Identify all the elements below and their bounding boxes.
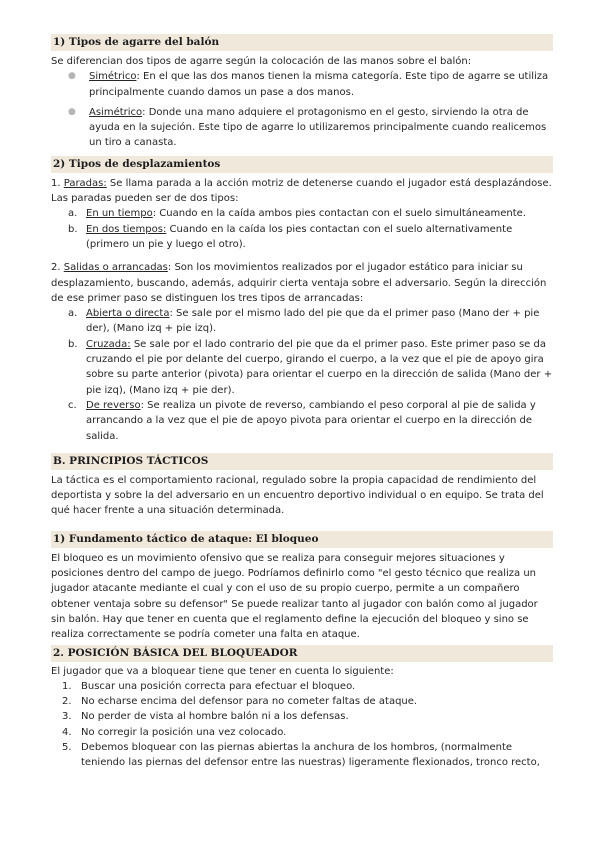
term: Cruzada:: [86, 338, 131, 350]
list-item: [51, 69, 553, 100]
paradas-paragraph: [51, 176, 553, 207]
bloqueador-intro: El jugador que va a bloquear tiene que tener en cuenta lo siguiente:: [51, 665, 394, 677]
list-item: [51, 679, 553, 694]
item-text: : Se sale por el mismo lado del pie que da el primer paso (Mano der + pie der), (Mano izq + pie izq).: [86, 308, 540, 335]
list-item: [51, 709, 553, 724]
item-text: Buscar una posición correcta para efectuar el bloqueo.: [81, 680, 356, 692]
list-item: [51, 740, 553, 771]
list-marker: c.: [68, 399, 77, 411]
paragraph-text: : Son los movimientos realizados por el jugador estático para iniciar su desplazamiento, buscando, además, adquirir cierta ventaja sobre el adversario. Según la dirección de ese primer paso se distinguen los tres tipos de arrancadas:: [51, 262, 547, 304]
list-item: [51, 694, 553, 709]
list-marker: a.: [68, 308, 78, 320]
item-text: : En el que las dos manos tienen la misma categoría. Este tipo de agarre se utiliza principalmente cuando damos un pase a dos manos.: [89, 71, 549, 98]
paragraph-text: Se llama parada a la acción motriz de detenerse cuando el jugador está desplazándose. Las paradas pueden ser de dos tipos:: [51, 177, 552, 205]
list-marker: 3.: [62, 711, 72, 723]
salidas-paragraph: [51, 260, 553, 306]
list-item: [51, 105, 553, 151]
item-text: No echarse encima del defensor para no cometer faltas de ataque.: [81, 696, 418, 708]
list-marker: 4.: [62, 726, 72, 738]
list-item: [51, 206, 553, 221]
heading-tipos-agarre: 1) Tipos de agarre del balón: [51, 34, 553, 51]
heading-fundamento-tactico: 1) Fundamento táctico de ataque: El bloqueo: [51, 531, 553, 548]
item-text: Debemos bloquear con las piernas abiertas la anchura de los hombros, (normalmente teniendo las piernas del defensor entre las nuestras) ligeramente flexionados, tronco recto,: [81, 741, 540, 769]
list-marker: b.: [68, 338, 78, 350]
item-text: Cuando en la caída los pies contactan con el suelo alternativamente (primero un pie y luego el otro).: [86, 223, 513, 250]
list-item: [51, 337, 553, 398]
list-item: [51, 398, 553, 444]
bullet-icon: ●: [68, 71, 76, 82]
term: En dos tiempos:: [86, 223, 167, 235]
paragraph-number: 1.: [51, 177, 64, 189]
item-text: Se sale por el lado contrario del pie que da el primer paso. Este primer paso se da cruzando el pie por delante del cuerpo, girando el cuerpo, a la vez que el pie de apoyo gira sobre su parte anterior (pivota) para orientar el cuerpo en la dirección de salida (Mano der + pie izq), (Mano izq + pie der).: [86, 338, 553, 396]
item-text: : Donde una mano adquiere el protagonismo en el gesto, sirviendo la otra de ayuda en la sujeción. Este tipo de agarre lo utilizaremos principalmente cuando realicemos un tiro a canasta.: [89, 106, 547, 149]
agarre-intro: Se diferencian dos tipos de agarre según la colocación de las manos sobre el balón:: [51, 56, 472, 67]
list-marker: b.: [68, 223, 78, 235]
term: Abierta o directa: [86, 308, 170, 320]
list-marker: 2.: [62, 696, 72, 708]
list-item: [51, 222, 553, 253]
list-item: [51, 725, 553, 740]
bullet-icon: ●: [68, 106, 76, 117]
item-text: No perder de vista al hombre balón ni a los defensas.: [81, 711, 349, 723]
heading-principios-tacticos: B. PRINCIPIOS TÁCTICOS: [51, 453, 553, 470]
term-simetrico: Simétrico: [89, 71, 137, 83]
list-item: [51, 306, 553, 337]
term-salidas: Salidas o arrancadas: [63, 262, 168, 274]
list-marker: 5.: [62, 741, 72, 753]
tactica-paragraph: La táctica es el comportamiento racional, regulado sobre la propia capacidad de rendimiento del deportista y sobre la del adversario en un encuentro deportivo individual o en equipo. Se trata del qué hacer frente a una situación determinada.: [51, 474, 544, 517]
term-asimetrico: Asimétrico: [89, 106, 143, 118]
paragraph-number: 2.: [51, 262, 64, 274]
term: De reverso: [86, 399, 141, 411]
heading-tipos-desplazamientos: 2) Tipos de desplazamientos: [51, 156, 553, 173]
heading-posicion-bloqueador: 2. POSICIÓN BÁSICA DEL BLOQUEADOR: [51, 645, 553, 662]
list-marker: a.: [68, 208, 78, 220]
item-text: No corregir la posición una vez colocado.: [81, 726, 287, 738]
item-text: : Se realiza un pivote de reverso, cambiando el peso corporal al pie de salida y arrancando a la vez que el pie de apoyo pivota para orientar el cuerpo en la dirección de salida.: [86, 399, 536, 442]
list-marker: 1.: [62, 680, 72, 692]
term-paradas: Paradas:: [63, 177, 107, 189]
term: En un tiempo: [86, 208, 153, 220]
document-page: [51, 34, 553, 771]
bloqueo-paragraph: El bloqueo es un movimiento ofensivo que se realiza para conseguir mejores situaciones y posiciones dentro del campo de juego. Podríamos definirlo como "el gesto técnico que realiza un jugador atacante mediante el cual y con el uso de su propio cuerpo, permite a un compañero obtener ventaja sobre su defensor" Se puede realizar tanto al jugador con balón como al jugador sin balón. Hay que tener en cuenta que el reglamento define la ejecución del bloqueo y sino se realiza correctamente se podría cometer una falta en ataque.: [51, 552, 538, 641]
item-text: : Cuando en la caída ambos pies contactan con el suelo simultáneamente.: [152, 208, 527, 220]
